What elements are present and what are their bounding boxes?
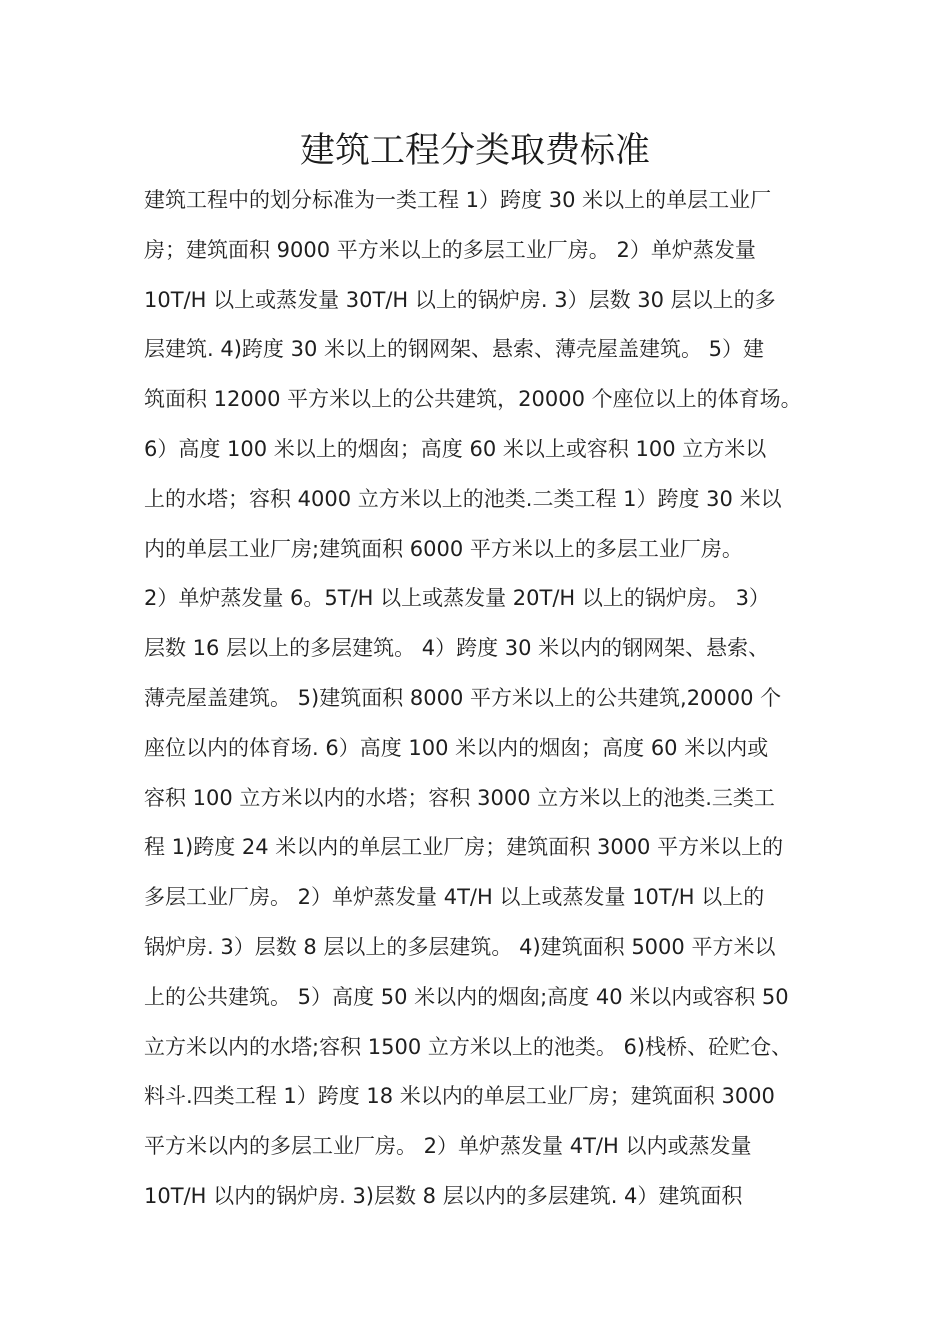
text-line: 容积 100 立方米以内的水塔；容积 3000 立方米以上的池类.三类工 — [144, 785, 775, 810]
text-line: 内的单层工业厂房;建筑面积 6000 平方米以上的多层工业厂房。 — [144, 536, 743, 561]
text-line: 立方米以内的水塔;容积 1500 立方米以上的池类。 6)栈桥、砼贮仓、 — [144, 1034, 793, 1059]
text-line: 层数 16 层以上的多层建筑。 4）跨度 30 米以内的钢网架、悬索、 — [144, 636, 770, 661]
text-line: 薄壳屋盖建筑。 5)建筑面积 8000 平方米以上的公共建筑,20000 个 — [144, 685, 782, 710]
text-line: 上的公共建筑。 5）高度 50 米以内的烟囱;高度 40 米以内或容积 50 — [144, 984, 789, 1009]
text-line: 2）单炉蒸发量 6。5T/H 以上或蒸发量 20T/H 以上的锅炉房。 3） — [144, 586, 770, 611]
text-line: 筑面积 12000 平方米以上的公共建筑，20000 个座位以上的体育场。 — [144, 387, 802, 412]
text-line: 建筑工程中的划分标准为一类工程 1）跨度 30 米以上的单层工业厂 — [144, 188, 772, 212]
document-title: 建筑工程分类取费标准 — [299, 131, 650, 171]
text-line: 座位以内的体育场. 6）高度 100 米以内的烟囱；高度 60 米以内或 — [144, 735, 769, 760]
text-line: 锅炉房. 3）层数 8 层以上的多层建筑。 4)建筑面积 5000 平方米以 — [144, 934, 776, 959]
text-line: 料斗.四类工程 1）跨度 18 米以内的单层工业厂房；建筑面积 3000 — [144, 1084, 775, 1109]
text-line: 房；建筑面积 9000 平方米以上的多层工业厂房。 2）单炉蒸发量 — [144, 237, 756, 262]
text-line: 程 1)跨度 24 米以内的单层工业厂房；建筑面积 3000 平方米以上的 — [144, 835, 784, 860]
text-line: 10T/H 以上或蒸发量 30T/H 以上的锅炉房. 3）层数 30 层以上的多 — [144, 287, 776, 312]
text-line: 10T/H 以内的锅炉房. 3)层数 8 层以内的多层建筑. 4）建筑面积 — [144, 1183, 743, 1208]
text-line: 层建筑. 4)跨度 30 米以上的钢网架、悬索、薄壳屋盖建筑。 5）建 — [144, 337, 765, 362]
document-body — [144, 176, 834, 1222]
text-line: 6）高度 100 米以上的烟囱；高度 60 米以上或容积 100 立方米以 — [144, 436, 767, 461]
text-line: 上的水塔；容积 4000 立方米以上的池类.二类工程 1）跨度 30 米以 — [144, 486, 782, 511]
text-line: 多层工业厂房。 2）单炉蒸发量 4T/H 以上或蒸发量 10T/H 以上的 — [144, 885, 765, 910]
text-line: 平方米以内的多层工业厂房。 2）单炉蒸发量 4T/H 以内或蒸发量 — [144, 1134, 752, 1159]
